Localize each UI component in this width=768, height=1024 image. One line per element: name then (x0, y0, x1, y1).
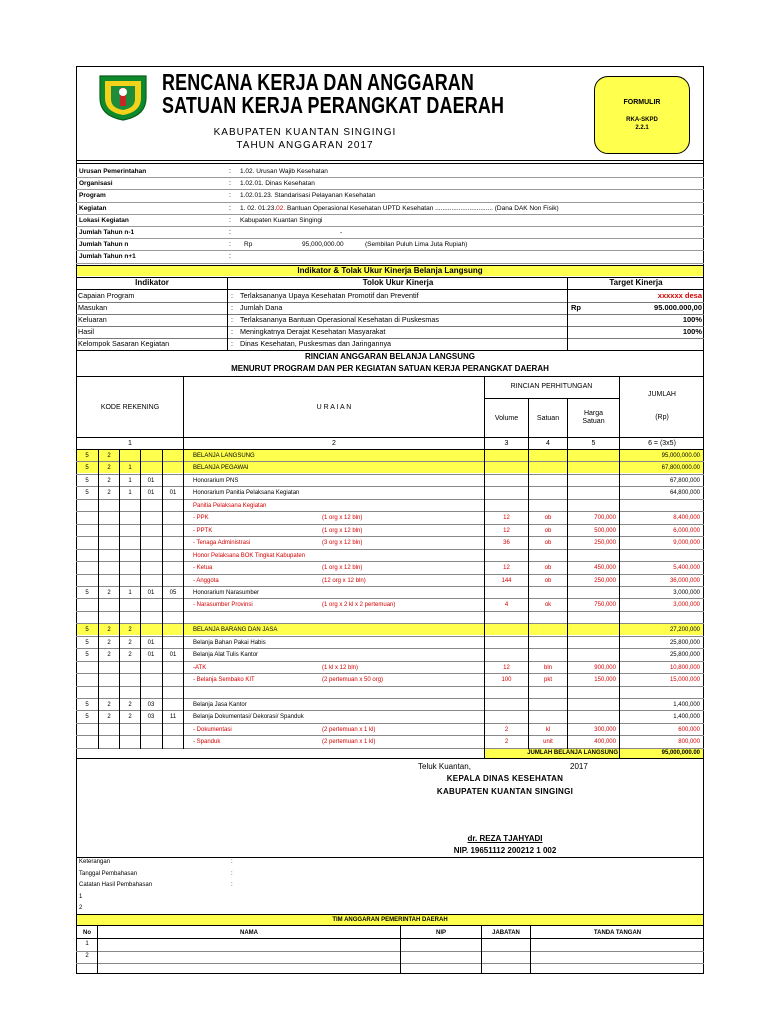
kode-rekening: 5 (85, 627, 89, 633)
kode-rekening: 2 (107, 702, 111, 708)
note-label: Keterangan (79, 859, 111, 865)
info-label: Jumlah Tahun n (79, 241, 129, 248)
num-jumlah: 6 = (3x5) (648, 440, 676, 447)
formulir-box (594, 76, 690, 154)
indikator-title: Indikator & Tolak Ukur Kinerja Belanja Langsung (297, 266, 483, 275)
ind-sep: : (231, 315, 233, 324)
kode-rekening: 5 (85, 490, 89, 496)
uraian-detail: (1 org x 12 bln) (322, 515, 363, 521)
volume-value: 144 (501, 578, 512, 584)
jumlah-value: 27,200,000 (669, 627, 700, 633)
volume-value: 36 (503, 540, 510, 546)
kode-rekening: 2 (107, 590, 111, 596)
kode-rekening: 05 (169, 590, 177, 596)
tim-col-nama: NAMA (240, 930, 258, 936)
ind-sep: : (231, 339, 233, 348)
col-uraian: U R A I A N (316, 404, 352, 411)
jumlah-value: 95,000,000.00 (661, 453, 700, 459)
ind-tolok: Dinas Kesehatan, Puskesmas dan Jaringannya (240, 339, 392, 348)
uraian-text: - Belanja Sembako KIT (193, 677, 255, 683)
ind-sep: : (231, 291, 233, 300)
note-sep: : (231, 871, 233, 877)
kode-rekening: 01 (147, 652, 155, 658)
kabupaten-heading: KABUPATEN KUANTAN SINGINGI (213, 127, 397, 138)
note-label: 1 (79, 894, 83, 900)
info-label: Lokasi Kegiatan (79, 217, 129, 224)
sign-name: dr. REZA TJAHYADI (467, 834, 543, 843)
uraian-text: BELANJA BARANG DAN JASA (193, 627, 278, 633)
row-highlight (77, 624, 703, 635)
kode-rekening: 01 (147, 590, 155, 596)
col-tolok: Tolok Ukur Kinerja (362, 278, 434, 287)
info-value: 1.02.01.23. Standarisasi Pelayanan Kesehatan (240, 192, 376, 199)
kode-rekening: 1 (128, 478, 132, 484)
jumlah-value: 64,800,000 (669, 490, 700, 496)
formulir-version: 2.2.1 (635, 125, 649, 131)
info-sep: : (229, 241, 231, 248)
uraian-text: - Anggota (193, 578, 219, 584)
uraian-text: - Narasumber Provinsi (193, 602, 253, 608)
note-sep: : (231, 859, 233, 865)
info-label: Jumlah Tahun n-1 (79, 229, 135, 236)
info-label: Organisasi (79, 180, 113, 187)
ind-tolok: Jumlah Dana (240, 303, 283, 312)
info-sep: : (229, 192, 231, 199)
col-indikator: Indikator (135, 278, 169, 287)
jumlah-value: 8,400,000 (673, 515, 700, 521)
tim-col-jabatan: JABATAN (492, 930, 520, 936)
kode-rekening: 01 (169, 652, 177, 658)
satuan-value: ob (544, 578, 552, 584)
ind-target: xxxxxx desa (657, 291, 702, 300)
ind-label: Capaian Program (78, 291, 135, 300)
kode-rekening: 01 (169, 490, 177, 496)
row-highlight (77, 462, 703, 473)
info-label: Jumlah Tahun n+1 (79, 253, 136, 260)
kode-rekening: 5 (85, 702, 89, 708)
uraian-detail: (1 org x 12 bln) (322, 528, 363, 534)
sign-year: 2017 (570, 762, 588, 771)
jumlah-value: 1,400,000 (673, 702, 700, 708)
rincian-title-2: MENURUT PROGRAM DAN PER KEGIATAN SATUAN KERJA PERANGKAT DAERAH (231, 364, 549, 373)
tim-row-no: 1 (85, 941, 89, 947)
ind-label: Masukan (78, 303, 108, 312)
kode-rekening: 2 (107, 714, 111, 720)
kode-rekening: 5 (85, 478, 89, 484)
uraian-detail: (1 kl x 12 bln) (322, 665, 359, 671)
sign-position-2: KABUPATEN KUANTAN SINGINGI (436, 787, 574, 796)
tim-col-ttd: TANDA TANGAN (593, 930, 642, 936)
harga-value: 500,000 (594, 528, 616, 534)
kode-rekening: 2 (107, 465, 111, 471)
ind-target: 100% (682, 315, 702, 324)
uraian-detail: (2 pertemuan x 1 kl) (322, 727, 376, 733)
jumlah-value: 10,800,000 (669, 665, 700, 671)
ind-target: 100% (682, 327, 702, 336)
tim-row-no: 2 (85, 953, 89, 959)
jumlah-value: 67,800,000 (669, 478, 700, 484)
info-value-rp: Rp (244, 241, 253, 248)
kode-rekening: 1 (128, 465, 132, 471)
jumlah-value: 6,000,000 (673, 528, 700, 534)
num-satuan: 4 (546, 440, 550, 447)
title-line-1: RENCANA KERJA DAN ANGGARAN (162, 69, 475, 95)
ind-tolok: Terlaksananya Upaya Kesehatan Promotif dan Preventif (240, 291, 419, 300)
harga-value: 300,000 (594, 727, 616, 733)
kode-rekening: 2 (107, 640, 111, 646)
uraian-text: -ATK (193, 665, 207, 671)
uraian-text: Honorarium PNS (193, 478, 239, 484)
volume-value: 12 (503, 528, 510, 534)
satuan-value: pkt (543, 677, 552, 683)
sign-nip: NIP. 19651112 200212 1 002 (453, 846, 557, 855)
kode-rekening: 2 (107, 652, 111, 658)
info-label: Program (79, 192, 106, 199)
jumlah-value: 36,000,000 (669, 578, 700, 584)
uraian-text: Belanja Dokumentasi/ Dekorasi/ Spanduk (193, 714, 304, 720)
uraian-text: Belanja Bahan Pakai Habis (193, 640, 266, 646)
title-line-2: SATUAN KERJA PERANGKAT DAERAH (162, 92, 505, 118)
kode-rekening: 01 (147, 640, 155, 646)
kode-rekening: 11 (169, 714, 177, 720)
uraian-text: Honor Pelaksana BOK Tingkat Kabupaten (193, 553, 306, 559)
tim-col-no: No (83, 930, 91, 936)
ind-tolok: Terlaksananya Bantuan Operasional Kesehatan di Puskesmas (240, 315, 439, 324)
row-highlight (77, 450, 703, 461)
kode-rekening: 01 (147, 490, 155, 496)
harga-value: 250,000 (594, 578, 616, 584)
tahun-anggaran-heading: TAHUN ANGGARAN 2017 (236, 140, 374, 151)
kode-rekening: 2 (107, 453, 111, 459)
jumlah-value: 9,000,000 (673, 540, 700, 546)
num-uraian: 2 (332, 440, 336, 447)
harga-value: 450,000 (594, 565, 616, 571)
jumlah-value: 800,000 (678, 739, 700, 745)
num-volume: 3 (504, 440, 509, 447)
total-value: 95,000,000.00 (661, 750, 700, 756)
ind-target: 95.000.000,00 (654, 303, 702, 312)
jumlah-value: 3,000,000 (673, 602, 700, 608)
info-label: Kegiatan (79, 205, 107, 212)
satuan-value: bln (543, 665, 552, 671)
kode-rekening: 2 (107, 490, 111, 496)
volume-value: 12 (503, 515, 510, 521)
uraian-text: - Spanduk (193, 739, 221, 745)
info-sep: : (229, 205, 231, 212)
col-rp: (Rp) (655, 414, 669, 421)
col-volume: Volume (494, 415, 519, 422)
kode-rekening: 2 (128, 652, 132, 658)
col-rincian: RINCIAN PERHITUNGAN (510, 383, 593, 390)
uraian-detail: (2 pertemuan x 50 org) (322, 677, 384, 683)
kode-rekening: 1 (128, 490, 132, 496)
jumlah-value: 25,800,000 (669, 652, 700, 658)
kode-rekening: 2 (128, 627, 132, 633)
kode-rekening: 5 (85, 453, 89, 459)
ind-label: Hasil (78, 327, 94, 336)
volume-value: 2 (504, 727, 509, 733)
jumlah-value: 25,800,000 (669, 640, 700, 646)
kode-rekening: 03 (147, 702, 155, 708)
harga-value: 250,000 (594, 540, 616, 546)
num-harga: 5 (591, 440, 596, 447)
num-kode: 1 (128, 440, 132, 447)
jumlah-value: 1,400,000 (673, 714, 700, 720)
kode-rekening: 2 (128, 714, 132, 720)
ind-label: Kelompok Sasaran Kegiatan (78, 339, 170, 348)
uraian-detail: (1 org x 2 kl x 2 pertemuan) (322, 602, 396, 608)
satuan-value: ob (544, 540, 552, 546)
jumlah-value: 3,000,000 (673, 590, 700, 596)
sign-place: Teluk Kuantan, (418, 762, 471, 771)
col-kode-rekening: KODE REKENING (100, 404, 160, 411)
ind-sep: : (231, 327, 233, 336)
uraian-text: Belanja Alat Tulis Kantor (193, 652, 259, 658)
col-jumlah: JUMLAH (647, 391, 676, 398)
info-value: Kabupaten Kuantan Singingi (240, 217, 323, 224)
jumlah-value: 15,000,000 (669, 677, 700, 683)
volume-value: 12 (503, 665, 510, 671)
ind-label: Keluaran (78, 315, 107, 324)
ind-sep: : (231, 303, 233, 312)
kode-rekening: 5 (85, 640, 89, 646)
uraian-text: Honorarium Narasumber (193, 590, 260, 596)
harga-value: 900,000 (594, 665, 616, 671)
harga-value: 150,000 (594, 677, 616, 683)
info-sep: : (229, 168, 231, 175)
uraian-text: BELANJA LANGSUNG (193, 453, 255, 459)
rincian-title-1: RINCIAN ANGGARAN BELANJA LANGSUNG (304, 352, 476, 361)
logo-emblem (96, 72, 150, 122)
kode-rekening: 2 (128, 702, 132, 708)
info-sep: : (229, 253, 231, 260)
ind-target-prefix: Rp (571, 303, 581, 312)
info-value-pre: 1. 02. 01.23. (240, 205, 277, 212)
kode-rekening: 2 (107, 478, 111, 484)
sign-position-1: KEPALA DINAS KESEHATAN (446, 774, 564, 783)
info-value-red: 02. (276, 205, 286, 212)
info-sep: : (229, 180, 231, 187)
kode-rekening: 5 (85, 714, 89, 720)
col-harga-satuan: Satuan (582, 418, 605, 425)
uraian-detail: (2 pertemuan x 1 kl) (322, 739, 376, 745)
kode-rekening: 5 (85, 590, 89, 596)
kode-rekening: 2 (128, 640, 132, 646)
col-harga: Harga (583, 410, 604, 417)
volume-value: 100 (501, 677, 512, 683)
uraian-text: Belanja Jasa Kantor (193, 702, 247, 708)
uraian-text: - Ketua (193, 565, 213, 571)
satuan-value: unit (543, 739, 553, 745)
uraian-detail: (1 org x 12 bln) (322, 565, 363, 571)
note-label: 2 (79, 905, 83, 911)
jumlah-value: 5,400,000 (673, 565, 700, 571)
uraian-text: - Dokumentasi (193, 727, 232, 733)
tim-title: TIM ANGGARAN PEMERINTAH DAERAH (332, 917, 448, 923)
info-value-post: Bantuan Operasional Kesehatan UPTD Kesehatan ................................ (Dana DAK Non Fisik) (285, 205, 559, 212)
note-label: Tanggal Pembahasan (79, 871, 138, 877)
uraian-text: - PPTK (193, 528, 213, 534)
info-value: 1.02. Urusan Wajib Kesehatan (240, 168, 328, 175)
kode-rekening: 5 (85, 465, 89, 471)
info-sep: : (229, 229, 231, 236)
satuan-value: ob (544, 565, 552, 571)
volume-value: 4 (504, 602, 509, 608)
tim-col-nip: NIP (435, 930, 446, 936)
col-target: Target Kinerja (609, 278, 663, 287)
harga-value: 700,000 (594, 515, 616, 521)
harga-value: 750,000 (594, 602, 616, 608)
kode-rekening: 03 (147, 714, 155, 720)
info-sep: : (229, 217, 231, 224)
uraian-text: BELANJA PEGAWAI (193, 465, 249, 471)
harga-value: 400,000 (594, 739, 616, 745)
kode-rekening: 1 (128, 590, 132, 596)
info-value-amount: 95,000,000.00 (302, 241, 344, 248)
volume-value: 2 (504, 739, 509, 745)
info-value-words: (Sembilan Puluh Lima Juta Rupiah) (365, 241, 468, 248)
kode-rekening: 2 (107, 627, 111, 633)
uraian-detail: (12 org x 12 bln) (322, 578, 366, 584)
jumlah-value: 67,800,000.00 (661, 465, 700, 471)
satuan-value: kl (545, 727, 551, 733)
formulir-code: RKA-SKPD (626, 117, 658, 123)
info-value: 1.02.01. Dinas Kesehatan (240, 180, 315, 187)
satuan-value: ok (544, 602, 552, 608)
formulir-label: FORMULIR (623, 99, 661, 106)
ind-tolok: Meningkatnya Derajat Kesehatan Masyarakat (240, 327, 386, 336)
uraian-text: Panitia Pelaksana Kegiatan (193, 503, 267, 509)
kode-rekening: 01 (147, 478, 155, 484)
note-label: Catatan Hasil Pembahasan (79, 882, 153, 888)
info-value (240, 204, 559, 213)
info-value: - (340, 229, 343, 236)
info-label: Urusan Pemerintahan (79, 168, 147, 175)
uraian-text: Honorarium Panitia Pelaksana Kegiatan (193, 490, 300, 496)
volume-value: 12 (503, 565, 510, 571)
satuan-value: ob (544, 515, 552, 521)
col-satuan: Satuan (536, 415, 560, 422)
total-label: JUMLAH BELANJA LANGSUNG (527, 750, 618, 756)
uraian-detail: (3 org x 12 bln) (322, 540, 363, 546)
uraian-text: - PPK (193, 515, 209, 521)
uraian-text: - Tenaga Administrasi (193, 540, 251, 546)
jumlah-value: 600,000 (678, 727, 700, 733)
note-sep: : (231, 882, 233, 888)
satuan-value: ob (544, 528, 552, 534)
kode-rekening: 5 (85, 652, 89, 658)
